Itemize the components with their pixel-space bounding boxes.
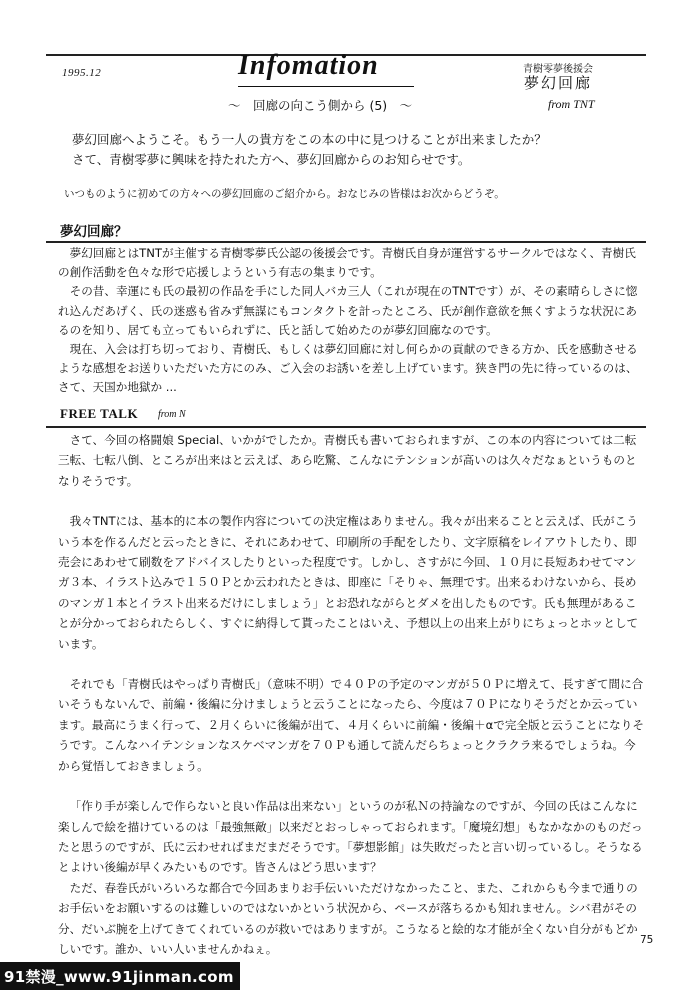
free-talk-paragraph-2: 我々TNTには、基本的に本の製作内容についての決定権はありません。我々が出来ることと云えば、氏がこういう本を作るんだと云ったときに、それにあわせて、印刷所の手配をしたり、文字原稿をレイアウトしたり、即売会にあわせて刷数をアドバイスしたりといった程度です。しかし、さすがに今回、１０月に長短あわせてマンガ３本、イラスト込みで１５０Ｐとか云われたときは、即座に「そりゃ、無理です。出来るわけないから、長めのマンガ１本とイラスト出来るだけにしましょう」とお恐れながらとダメを出したものです。氏も無理があることが分かっておられたらしく、すぐに納得して貰ったことはいえ、予想以上の出来上がりにちょっとホッとしています。 (58, 514, 639, 651)
section-heading-mugen-kairou: 夢幻回廊？ (60, 224, 128, 240)
intro-block (72, 130, 632, 170)
section1-paragraph-3: 現在、入会は打ち切っており、青樹氏、もしくは夢幻回廊に対し何らかの貢献のできる方か、氏を感動させるような感想をお送りいただいた方にのみ、ご入会のお誘いを差し上げています。狭き門の先に待っているのは、さて、天国か地獄か ... (58, 342, 638, 395)
page-title: Infomation (238, 50, 379, 81)
section1-paragraph-1: 夢幻回廊とはTNTが主催する青樹零夢氏公認の後援会です。青樹氏自身が運営するサークルではなく、青樹氏の創作活動を色々な形で応援しようという有志の集まりです。 (58, 246, 636, 280)
free-talk-heading: FREE TALK (60, 406, 139, 421)
title-underline (238, 86, 414, 87)
free-talk-rule (46, 426, 646, 428)
intro-line-2: さて、青樹零夢に興味を持たれた方へ、夢幻回廊からのお知らせです。 (72, 152, 471, 167)
issue-date: 1995.12 (62, 67, 102, 79)
section-rule (46, 241, 646, 243)
free-talk-paragraph-4: 「作り手が楽しんで作らないと良い作品は出来ない」というのが私Ｎの持論なのですが、今回の氏はこんなに楽しんで絵を描けているのは「最強無敵」以来だとおっしゃっておられます。「魔境幻想」もなかなかのものだったと思うのですが、氏に云わせればまだまだそうです。「夢想影館」は失敗だったと言い切っているし。そうなるとよけい後編が早くみたいものです。皆さんはどう思います？ (58, 799, 643, 875)
from-tnt: from TNT (548, 97, 595, 111)
free-talk-from: from N (158, 409, 186, 420)
subtitle: ～ 回廊の向こう側から (5) ～ (228, 98, 413, 113)
free-talk-paragraph-1: さて、今回の格闘娘 Special、いかがでしたか。青樹氏も書いておられますが、この本の内容については二転三転、七転八倒、ところが出来はと云えば、あら吃驚、こんなにテンションが高いのは久々だなぁというものとなりそうです。 (58, 433, 637, 488)
free-talk-paragraph-5: ただ、春巻氏がいろいろな都合で今回あまりお手伝いいただけなかったこと、また、これからも今まで通りのお手伝いをお願いするのは難しいのではないかという状況から、ペースが落ちるかも知れません。シバ君がその分、だいぶ腕を上げてきてくれているのが救いではありますが。こうなると絵的な才能が全くない自分がもどかしいです。誰か、いい人いませんかねぇ。 (58, 880, 638, 956)
section1-paragraph-2: その昔、幸運にも氏の最初の作品を手にした同人バカ三人（これが現在のTNTです）が、その素晴らしさに惚れ込んだあげく、氏の迷惑も省みず無謀にもコンタクトを計ったところ、氏が創作意欲を無くすような状況にあるのを知り、居ても立ってもいられずに、氏と話して始めたのが夢幻回廊なのです。 (58, 284, 638, 337)
intro-note: いつものように初めての方々への夢幻回廊のご紹介から。おなじみの皆様はお次からどうぞ。 (64, 188, 505, 200)
watermark-text: 91禁漫_www.91jinman.com (4, 968, 234, 986)
free-talk-paragraph-3: それでも「青樹氏はやっぱり青樹氏」（意味不明）で４０Ｐの予定のマンガが５０Ｐに増えて、長すぎて間に合いそうもないんで、前編・後編に分けましょうと云うことになったら、今度は７０Ｐになりそうだとか云っています。最高にうまく行って、２月くらいに後編が出て、４月くらいに前編・後編＋αで完全版と云うことになりそうです。こんなハイテンションなスケベマンガを７０Ｐも通して読んだらちょっとクラクラ来るでしょうね。今から覚悟しておきましょう。 (58, 677, 644, 773)
section1-body (58, 244, 642, 398)
page-number: 75 (640, 934, 654, 946)
free-talk-body (58, 430, 644, 959)
intro-line-1: 夢幻回廊へようこそ。もう一人の貴方をこの本の中に見つけることが出来ましたか？ (72, 132, 547, 147)
organization-name: 青樹零夢後援会 (523, 64, 593, 75)
organization-logo-text: 夢幻回廊 (523, 74, 592, 92)
